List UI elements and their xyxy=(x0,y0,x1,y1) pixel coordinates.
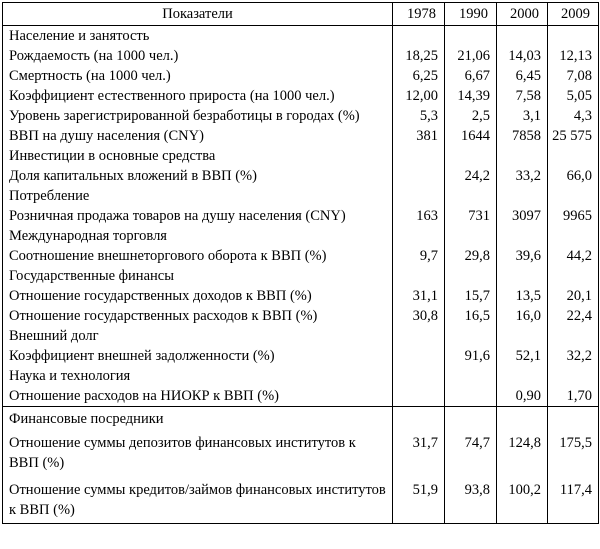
section-row xyxy=(3,146,599,166)
table-body xyxy=(3,26,599,524)
value-2000 xyxy=(497,186,548,206)
value-2009: 32,2 xyxy=(548,346,599,366)
value-1990: 21,06 xyxy=(445,46,497,66)
value-2000 xyxy=(497,26,548,47)
section-label: Инвестиции в основные средства xyxy=(3,146,393,166)
value-2000: 33,2 xyxy=(497,166,548,186)
value-2000: 3097 xyxy=(497,206,548,226)
section-row xyxy=(3,407,599,430)
table-row xyxy=(3,106,599,126)
section-label: Финансовые посредники xyxy=(3,407,393,430)
table-row xyxy=(3,66,599,86)
section-label: Наука и технология xyxy=(3,366,393,386)
value-2000: 16,0 xyxy=(497,306,548,326)
value-2009 xyxy=(548,266,599,286)
row-label: Отношение суммы кредитов/займов финансовых институтов к ВВП (%) xyxy=(3,476,393,524)
value-2009: 22,4 xyxy=(548,306,599,326)
section-label: Государственные финансы xyxy=(3,266,393,286)
value-2000: 13,5 xyxy=(497,286,548,306)
value-2009: 66,0 xyxy=(548,166,599,186)
value-2000 xyxy=(497,226,548,246)
value-2000: 6,45 xyxy=(497,66,548,86)
table-row xyxy=(3,429,599,476)
value-2009: 5,05 xyxy=(548,86,599,106)
value-1978: 51,9 xyxy=(393,476,445,524)
value-2000: 7,58 xyxy=(497,86,548,106)
value-2009 xyxy=(548,326,599,346)
value-2000: 3,1 xyxy=(497,106,548,126)
value-1990: 24,2 xyxy=(445,166,497,186)
value-2000: 100,2 xyxy=(497,476,548,524)
table-row xyxy=(3,476,599,524)
value-1990 xyxy=(445,386,497,407)
table-row xyxy=(3,126,599,146)
section-label: Население и занятость xyxy=(3,26,393,47)
header-year-1990: 1990 xyxy=(445,3,497,26)
value-2009: 117,4 xyxy=(548,476,599,524)
value-2009: 1,70 xyxy=(548,386,599,407)
row-label: Доля капитальных вложений в ВВП (%) xyxy=(3,166,393,186)
value-1990: 91,6 xyxy=(445,346,497,366)
value-2000: 14,03 xyxy=(497,46,548,66)
value-1990: 2,5 xyxy=(445,106,497,126)
section-row xyxy=(3,266,599,286)
value-1990: 6,67 xyxy=(445,66,497,86)
value-1990 xyxy=(445,366,497,386)
row-label: Соотношение внешнеторгового оборота к ВВП (%) xyxy=(3,246,393,266)
table-row xyxy=(3,346,599,366)
table-row xyxy=(3,46,599,66)
value-2009: 25 575 xyxy=(548,126,599,146)
value-1978: 163 xyxy=(393,206,445,226)
value-1990 xyxy=(445,146,497,166)
value-2009: 44,2 xyxy=(548,246,599,266)
table-row xyxy=(3,306,599,326)
value-2000: 124,8 xyxy=(497,429,548,476)
value-1978 xyxy=(393,386,445,407)
value-1978: 381 xyxy=(393,126,445,146)
value-1978: 31,1 xyxy=(393,286,445,306)
row-label: Отношение расходов на НИОКР к ВВП (%) xyxy=(3,386,393,407)
value-2009 xyxy=(548,186,599,206)
table-row xyxy=(3,166,599,186)
header-year-1978: 1978 xyxy=(393,3,445,26)
value-2009: 12,13 xyxy=(548,46,599,66)
row-label: Коэффициент естественного прироста (на 1000 чел.) xyxy=(3,86,393,106)
value-1990 xyxy=(445,186,497,206)
value-1990: 731 xyxy=(445,206,497,226)
value-1978: 6,25 xyxy=(393,66,445,86)
value-2009: 9965 xyxy=(548,206,599,226)
value-1990: 1644 xyxy=(445,126,497,146)
section-row xyxy=(3,366,599,386)
value-1990 xyxy=(445,407,497,430)
value-1990: 93,8 xyxy=(445,476,497,524)
value-2000 xyxy=(497,326,548,346)
header-year-2009: 2009 xyxy=(548,3,599,26)
value-1978: 5,3 xyxy=(393,106,445,126)
section-label: Международная торговля xyxy=(3,226,393,246)
row-label: Смертность (на 1000 чел.) xyxy=(3,66,393,86)
table-header xyxy=(3,3,599,26)
value-1978: 12,00 xyxy=(393,86,445,106)
value-1990: 15,7 xyxy=(445,286,497,306)
value-1978 xyxy=(393,186,445,206)
value-2000 xyxy=(497,407,548,430)
row-label: Отношение государственных доходов к ВВП (%) xyxy=(3,286,393,306)
value-1978 xyxy=(393,166,445,186)
value-2000 xyxy=(497,366,548,386)
table-row xyxy=(3,246,599,266)
value-1978 xyxy=(393,407,445,430)
value-2009: 175,5 xyxy=(548,429,599,476)
value-1978: 18,25 xyxy=(393,46,445,66)
value-1990: 74,7 xyxy=(445,429,497,476)
value-2000 xyxy=(497,146,548,166)
row-label: ВВП на душу населения (CNY) xyxy=(3,126,393,146)
row-label: Отношение суммы депозитов финансовых институтов к ВВП (%) xyxy=(3,429,393,476)
value-2009: 20,1 xyxy=(548,286,599,306)
value-2009 xyxy=(548,407,599,430)
value-1978 xyxy=(393,26,445,47)
value-1978 xyxy=(393,366,445,386)
section-row xyxy=(3,186,599,206)
value-1990 xyxy=(445,326,497,346)
value-1990 xyxy=(445,26,497,47)
value-1978 xyxy=(393,146,445,166)
table-row xyxy=(3,206,599,226)
value-1990: 16,5 xyxy=(445,306,497,326)
section-row xyxy=(3,26,599,47)
section-label: Внешний долг xyxy=(3,326,393,346)
value-1978: 9,7 xyxy=(393,246,445,266)
row-label: Уровень зарегистрированной безработицы в городах (%) xyxy=(3,106,393,126)
value-2009 xyxy=(548,366,599,386)
section-row xyxy=(3,226,599,246)
header-row xyxy=(3,3,599,26)
table-row xyxy=(3,86,599,106)
header-year-2000: 2000 xyxy=(497,3,548,26)
value-2000 xyxy=(497,266,548,286)
row-label: Рождаемость (на 1000 чел.) xyxy=(3,46,393,66)
value-1978: 30,8 xyxy=(393,306,445,326)
row-label: Отношение государственных расходов к ВВП (%) xyxy=(3,306,393,326)
value-2009 xyxy=(548,26,599,47)
row-label: Розничная продажа товаров на душу населения (CNY) xyxy=(3,206,393,226)
value-2000: 39,6 xyxy=(497,246,548,266)
section-row xyxy=(3,326,599,346)
value-2000: 52,1 xyxy=(497,346,548,366)
table-row xyxy=(3,286,599,306)
value-1978 xyxy=(393,226,445,246)
value-1990: 29,8 xyxy=(445,246,497,266)
statistics-table xyxy=(2,2,599,524)
value-1978 xyxy=(393,266,445,286)
value-2009 xyxy=(548,146,599,166)
value-2009: 4,3 xyxy=(548,106,599,126)
value-1978 xyxy=(393,326,445,346)
section-label: Потребление xyxy=(3,186,393,206)
header-indicators: Показатели xyxy=(3,3,393,26)
row-label: Коэффициент внешней задолженности (%) xyxy=(3,346,393,366)
table-row xyxy=(3,386,599,407)
value-2000: 7858 xyxy=(497,126,548,146)
value-2009 xyxy=(548,226,599,246)
value-1990 xyxy=(445,266,497,286)
value-1990 xyxy=(445,226,497,246)
value-2009: 7,08 xyxy=(548,66,599,86)
value-2000: 0,90 xyxy=(497,386,548,407)
value-1978: 31,7 xyxy=(393,429,445,476)
value-1978 xyxy=(393,346,445,366)
value-1990: 14,39 xyxy=(445,86,497,106)
